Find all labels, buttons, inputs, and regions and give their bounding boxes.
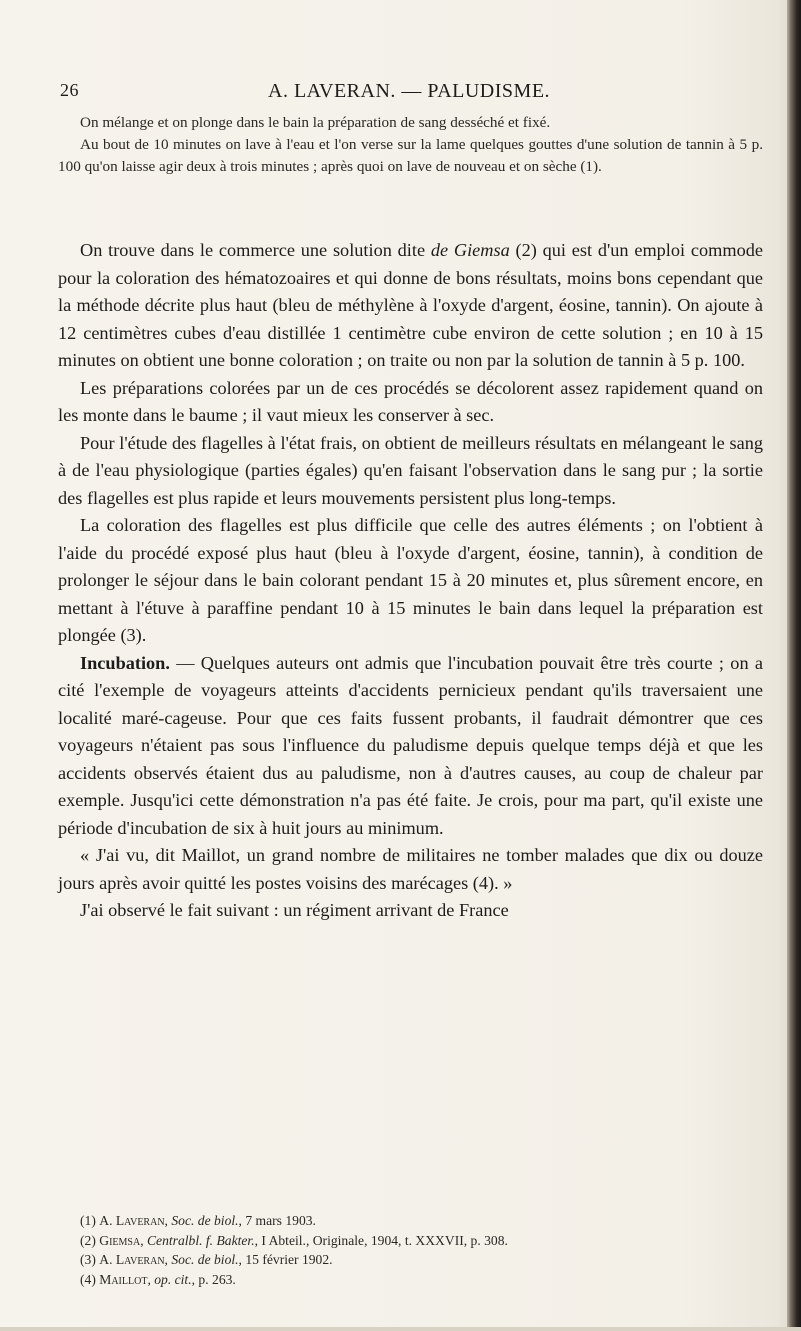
- text-run: — Quelques auteurs ont admis que l'incubation pouvait être très courte ; on a cité l'exemple de voyageurs atteints d'accidents pernicieux pendant qu'ils traversaient une localité maré-cageuse. Pour que ces faits fussent probants, il faudrait démontrer que ces voyageurs n'étaient pas sous l'influence du paludisme depuis quelque temps déjà et que les accidents observés étaient dus au paludisme, non à d'autres causes, au coup de chaleur par exemple. Jusqu'ici cette démonstration n'a pas été faite. Je crois, pour ma part, qu'il existe une période d'incubation de six à huit jours au minimum.: [58, 652, 763, 838]
- footnote-separator: ,: [147, 1271, 155, 1287]
- footnote-work: Soc. de biol.: [171, 1252, 239, 1267]
- footnote-work: Soc. de biol.: [171, 1213, 239, 1228]
- footnote-rest: , 15 février 1902.: [238, 1252, 333, 1267]
- italic-run: de Giemsa: [430, 240, 510, 260]
- paragraph-regiment: J'ai observé le fait suivant : un régiment arrivant de France: [80, 900, 509, 920]
- section-heading: Incubation.: [80, 652, 170, 673]
- page-number: 26: [60, 80, 79, 100]
- footnote-author: A. Laveran: [99, 1252, 165, 1267]
- small-paragraph: Au bout de 10 minutes on lave à l'eau et l'on verse sur la lame quelques gouttes d'une solution de tannin à 5 p. 100 qu'on laisse agir deux à trois minutes ; après quoi on lave de nouveau et on sèche (1).: [58, 136, 763, 175]
- footnote-1: [80, 1211, 770, 1231]
- footnote-3: [80, 1250, 770, 1270]
- small-paragraph: On mélange et on plonge dans le bain la préparation de sang desséché et fixé.: [80, 114, 551, 131]
- footnote-number: (1): [80, 1213, 100, 1228]
- footnote-rest: , 7 mars 1903.: [238, 1213, 316, 1228]
- text-run: On trouve dans le commerce une solution dite: [80, 240, 431, 260]
- footnote-number: (4): [80, 1271, 100, 1287]
- footnote-separator: ,: [164, 1252, 172, 1267]
- footnote-2: [80, 1231, 770, 1251]
- paragraph-flagelles-study: Pour l'étude des flagelles à l'état frais, on obtient de meilleurs résultats en mélangeant le sang à de l'eau physiologique (parties égales) qu'en faisant l'observation dans le sang pur ; la sortie des flagelles est plus rapide et leurs mouvements persistent plus long-temps.: [58, 432, 763, 508]
- footnote-work: op. cit.: [154, 1271, 192, 1287]
- running-title: A. LAVERAN. — PALUDISME.: [268, 80, 551, 102]
- paragraph-preparations: Les préparations colorées par un de ces procédés se décolorent assez rapidement quand on les monte dans le baume ; il vaut mieux les conserver à sec.: [58, 377, 763, 425]
- footnote-rest: , I Abteil., Originale, 1904, t. XXXVII, p. 308.: [254, 1232, 508, 1248]
- footnote-number: (2): [80, 1232, 100, 1248]
- page-bottom-edge: [0, 1327, 801, 1331]
- footnote-author: A. Laveran: [99, 1213, 165, 1228]
- paragraph-quote-maillot: « J'ai vu, dit Maillot, un grand nombre de militaires ne tomber malades que dix ou douze jours après avoir quitté les postes voisins des marécages (4). »: [58, 845, 763, 893]
- text-run: (2) qui est d'un emploi commode pour la coloration des hématozoaires et qui donne de bons résultats, moins bons cependant que la méthode décrite plus haut (bleu de méthylène à l'oxyde d'argent, éosine, tannin). On ajoute à 12 centimètres cubes d'eau distillée 1 centimètre cube environ de cette solution ; en 10 à 15 minutes on obtient une bonne coloration ; on traite ou non par la solution de tannin à 5 p. 100.: [58, 240, 763, 370]
- paragraph-giemsa: [58, 237, 763, 375]
- footnote-author: Maillot: [99, 1271, 148, 1287]
- footnote-separator: ,: [164, 1213, 172, 1228]
- paragraph-flagelles-coloration: La coloration des flagelles est plus difficile que celle des autres éléments ; on l'obtient à l'aide du procédé exposé plus haut (bleu à l'oxyde d'argent, éosine, tannin), à condition de prolonger le séjour dans le bain colorant pendant 15 à 20 minutes et, plus sûrement encore, en mettant à l'étuve à paraffine pendant 10 à 15 minutes le bain dans lequel la préparation est plongée (3).: [58, 515, 763, 645]
- footnote-author: Giemsa: [99, 1232, 141, 1248]
- footnote-number: (3): [80, 1252, 100, 1267]
- footnote-work: Centralbl. f. Bakter.: [146, 1232, 255, 1248]
- footnote-separator: ,: [140, 1232, 147, 1248]
- paragraph-incubation: [58, 650, 763, 843]
- main-text: [58, 237, 763, 925]
- footnote-rest: , p. 263.: [191, 1271, 236, 1287]
- footnotes: [80, 1211, 770, 1289]
- footnote-4: [80, 1270, 770, 1290]
- page-header: [60, 80, 760, 108]
- book-gutter-edge: [787, 0, 801, 1331]
- small-print-block: [58, 112, 763, 178]
